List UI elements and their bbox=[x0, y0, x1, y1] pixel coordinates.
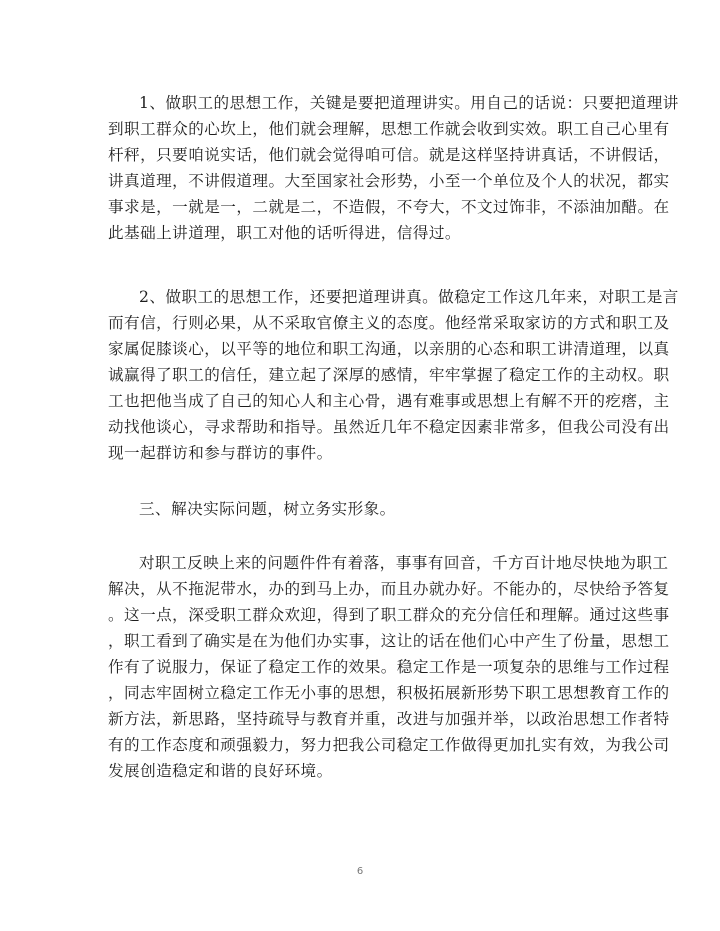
paragraph-line: 解决，从不拖泥带水，办的到马上办，而且办就办好。不能办的，尽快给予答复 bbox=[108, 580, 670, 598]
paragraph-line: 而有信，行则必果，从不采取官僚主义的态度。他经常采取家访的方式和职工及 bbox=[108, 314, 670, 332]
paragraph-line: 有的工作态度和顽强毅力，努力把我公司稳定工作做得更加扎实有效，为我公司 bbox=[108, 736, 670, 754]
page-number: 6 bbox=[356, 866, 364, 877]
paragraph-3 bbox=[108, 550, 670, 784]
paragraph-line: 讲真道理，不讲假道理。大至国家社会形势，小至一个单位及个人的状况，都实 bbox=[108, 172, 670, 190]
paragraph-line: 现一起群访和参与群访的事件。 bbox=[108, 444, 333, 462]
paragraph-line: 2、做职工的思想工作，还要把道理讲真。做稳定工作这几年来，对职工是言 bbox=[139, 288, 679, 306]
paragraph-line: 到职工群众的心坎上，他们就会理解，思想工作就会收到实效。职工自己心里有 bbox=[108, 120, 670, 138]
paragraph-line: 对职工反映上来的问题件件有着落，事事有回音，千方百计地尽快地为职工 bbox=[139, 554, 669, 572]
paragraph-1 bbox=[108, 90, 679, 246]
paragraph-line: 家属促膝谈心，以平等的地位和职工沟通，以亲朋的心态和职工讲清道理，以真 bbox=[108, 340, 670, 358]
paragraph-line: 新方法，新思路，坚持疏导与教育并重，改进与加强并举，以政治思想工作者特 bbox=[108, 710, 670, 728]
paragraph-line: 1、做职工的思想工作，关键是要把道理讲实。用自己的话说：只要把道理讲 bbox=[139, 94, 679, 112]
paragraph-line: 工也把他当成了自己的知心人和主心骨，遇有难事或思想上有解不开的疙瘩，主 bbox=[108, 392, 670, 410]
paragraph-line: 发展创造稳定和谐的良好环境。 bbox=[108, 762, 333, 780]
paragraph-line: 动找他谈心，寻求帮助和指导。虽然近几年不稳定因素非常多，但我公司没有出 bbox=[108, 418, 670, 436]
paragraph-line: ，职工看到了确实是在为他们办实事，这让的话在他们心中产生了份量，思想工 bbox=[108, 632, 670, 650]
paragraph-line: ，同志牢固树立稳定工作无小事的思想，积极拓展新形势下职工思想教育工作的 bbox=[108, 684, 670, 702]
paragraph-line: 诚赢得了职工的信任，建立起了深厚的感情，牢牢掌握了稳定工作的主动权。职 bbox=[108, 366, 670, 384]
section-heading bbox=[108, 496, 616, 522]
paragraph-line: 事求是，一就是一，二就是二，不造假，不夸大，不文过饰非，不添油加醋。在 bbox=[108, 198, 670, 216]
paragraph-line: 此基础上讲道理，职工对他的话听得进，信得过。 bbox=[108, 224, 461, 242]
section-heading-text: 三、解决实际问题，树立务实形象。 bbox=[139, 500, 396, 518]
paragraph-line: 杆秤，只要咱说实话，他们就会觉得咱可信。就是这样坚持讲真话，不讲假话， bbox=[108, 146, 670, 164]
paragraph-2 bbox=[108, 284, 679, 466]
paragraph-line: 。这一点，深受职工群众欢迎，得到了职工群众的充分信任和理解。通过这些事 bbox=[108, 606, 670, 624]
paragraph-line: 作有了说服力，保证了稳定工作的效果。稳定工作是一项复杂的思维与工作过程 bbox=[108, 658, 670, 676]
